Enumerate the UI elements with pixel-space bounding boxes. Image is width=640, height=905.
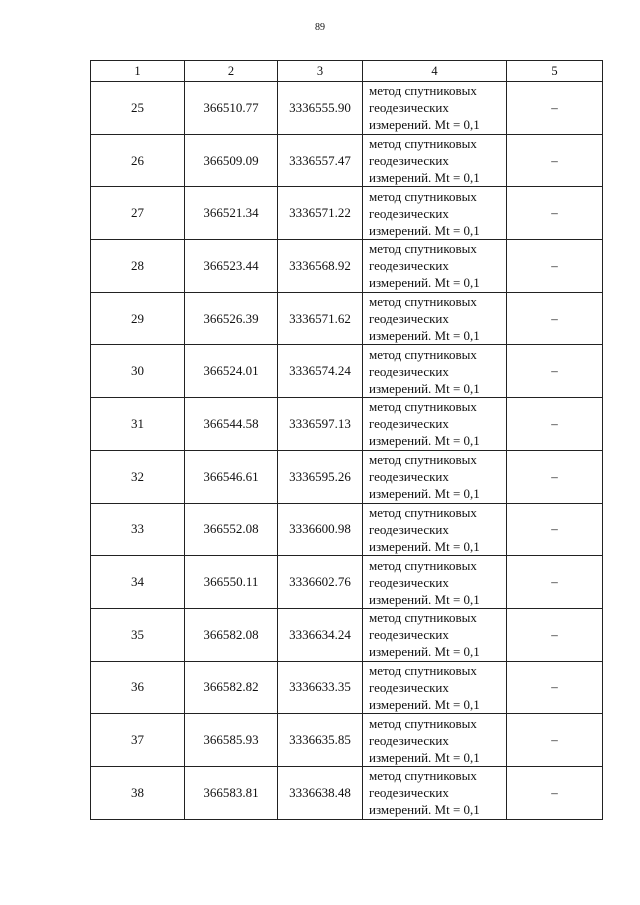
- method-line: измерений. Mt = 0,1: [369, 486, 480, 502]
- x-coordinate-cell: 366524.01: [185, 345, 278, 398]
- method-line: измерений. Mt = 0,1: [369, 222, 480, 238]
- method-line: метод спутниковых: [369, 452, 477, 468]
- point-number-cell: 33: [91, 503, 185, 556]
- method-line: метод спутниковых: [369, 241, 477, 257]
- table-row: [91, 608, 603, 661]
- point-number-cell: 34: [91, 556, 185, 609]
- x-coordinate-cell: 366523.44: [185, 240, 278, 293]
- y-coordinate-cell: 3336557.47: [278, 134, 363, 187]
- method-line: измерений. Mt = 0,1: [369, 275, 480, 291]
- method-cell: [363, 292, 507, 345]
- x-coordinate-cell: 366546.61: [185, 450, 278, 503]
- method-cell: [363, 661, 507, 714]
- method-line: метод спутниковых: [369, 83, 477, 99]
- y-coordinate-cell: 3336574.24: [278, 345, 363, 398]
- y-coordinate-cell: 3336568.92: [278, 240, 363, 293]
- method-cell: [363, 766, 507, 819]
- point-number-cell: 36: [91, 661, 185, 714]
- method-line: метод спутниковых: [369, 557, 477, 573]
- method-line: измерений. Mt = 0,1: [369, 117, 480, 133]
- page-number: 89: [315, 22, 325, 33]
- method-cell: [363, 503, 507, 556]
- method-line: метод спутниковых: [369, 715, 477, 731]
- note-cell: –: [507, 503, 603, 556]
- x-coordinate-cell: 366510.77: [185, 82, 278, 135]
- y-coordinate-cell: 3336595.26: [278, 450, 363, 503]
- note-cell: –: [507, 134, 603, 187]
- method-line: геодезических: [369, 416, 449, 432]
- point-number-cell: 25: [91, 82, 185, 135]
- note-cell: –: [507, 714, 603, 767]
- table-row: [91, 714, 603, 767]
- table-row: [91, 345, 603, 398]
- y-coordinate-cell: 3336571.62: [278, 292, 363, 345]
- method-line: метод спутниковых: [369, 346, 477, 362]
- note-cell: –: [507, 345, 603, 398]
- method-line: геодезических: [369, 311, 449, 327]
- method-line: геодезических: [369, 469, 449, 485]
- note-cell: –: [507, 398, 603, 451]
- y-coordinate-cell: 3336634.24: [278, 608, 363, 661]
- point-number-cell: 29: [91, 292, 185, 345]
- point-number-cell: 26: [91, 134, 185, 187]
- method-line: измерений. Mt = 0,1: [369, 696, 480, 712]
- table-row: [91, 292, 603, 345]
- method-line: измерений. Mt = 0,1: [369, 802, 480, 818]
- method-cell: [363, 187, 507, 240]
- note-cell: –: [507, 608, 603, 661]
- point-number-cell: 27: [91, 187, 185, 240]
- method-line: геодезических: [369, 100, 449, 116]
- point-number-cell: 32: [91, 450, 185, 503]
- method-line: метод спутниковых: [369, 136, 477, 152]
- method-line: геодезических: [369, 732, 449, 748]
- method-line: метод спутниковых: [369, 399, 477, 415]
- y-coordinate-cell: 3336602.76: [278, 556, 363, 609]
- x-coordinate-cell: 366509.09: [185, 134, 278, 187]
- table-row: [91, 240, 603, 293]
- point-number-cell: 31: [91, 398, 185, 451]
- y-coordinate-cell: 3336638.48: [278, 766, 363, 819]
- x-coordinate-cell: 366521.34: [185, 187, 278, 240]
- table-row: [91, 503, 603, 556]
- header-col-2: 2: [185, 61, 278, 82]
- y-coordinate-cell: 3336571.22: [278, 187, 363, 240]
- method-cell: [363, 556, 507, 609]
- header-col-4: 4: [363, 61, 507, 82]
- table-row: [91, 766, 603, 819]
- note-cell: –: [507, 661, 603, 714]
- method-line: геодезических: [369, 785, 449, 801]
- table-row: [91, 187, 603, 240]
- method-line: измерений. Mt = 0,1: [369, 749, 480, 765]
- y-coordinate-cell: 3336555.90: [278, 82, 363, 135]
- method-line: геодезических: [369, 153, 449, 169]
- method-cell: [363, 608, 507, 661]
- method-line: метод спутниковых: [369, 610, 477, 626]
- y-coordinate-cell: 3336597.13: [278, 398, 363, 451]
- table-row: [91, 661, 603, 714]
- method-line: измерений. Mt = 0,1: [369, 328, 480, 344]
- x-coordinate-cell: 366582.08: [185, 608, 278, 661]
- note-cell: –: [507, 240, 603, 293]
- point-number-cell: 28: [91, 240, 185, 293]
- note-cell: –: [507, 556, 603, 609]
- method-line: метод спутниковых: [369, 662, 477, 678]
- table-row: [91, 450, 603, 503]
- table-row: [91, 134, 603, 187]
- method-line: измерений. Mt = 0,1: [369, 170, 480, 186]
- point-number-cell: 35: [91, 608, 185, 661]
- method-line: измерений. Mt = 0,1: [369, 433, 480, 449]
- point-number-cell: 37: [91, 714, 185, 767]
- table-row: [91, 556, 603, 609]
- method-cell: [363, 134, 507, 187]
- method-line: измерений. Mt = 0,1: [369, 591, 480, 607]
- method-cell: [363, 450, 507, 503]
- header-col-1: 1: [91, 61, 185, 82]
- y-coordinate-cell: 3336633.35: [278, 661, 363, 714]
- method-cell: [363, 345, 507, 398]
- table-header: [91, 61, 603, 82]
- y-coordinate-cell: 3336600.98: [278, 503, 363, 556]
- note-cell: –: [507, 82, 603, 135]
- x-coordinate-cell: 366585.93: [185, 714, 278, 767]
- note-cell: –: [507, 766, 603, 819]
- method-line: геодезических: [369, 205, 449, 221]
- method-line: измерений. Mt = 0,1: [369, 380, 480, 396]
- header-col-5: 5: [507, 61, 603, 82]
- method-cell: [363, 240, 507, 293]
- method-line: геодезических: [369, 521, 449, 537]
- x-coordinate-cell: 366526.39: [185, 292, 278, 345]
- method-cell: [363, 714, 507, 767]
- note-cell: –: [507, 450, 603, 503]
- coordinates-table: [90, 60, 603, 820]
- table-row: [91, 398, 603, 451]
- method-line: метод спутниковых: [369, 294, 477, 310]
- note-cell: –: [507, 187, 603, 240]
- method-line: метод спутниковых: [369, 768, 477, 784]
- header-row: [91, 61, 603, 82]
- method-line: геодезических: [369, 363, 449, 379]
- table-body: [91, 82, 603, 820]
- method-cell: [363, 398, 507, 451]
- x-coordinate-cell: 366552.08: [185, 503, 278, 556]
- method-line: измерений. Mt = 0,1: [369, 644, 480, 660]
- x-coordinate-cell: 366583.81: [185, 766, 278, 819]
- note-cell: –: [507, 292, 603, 345]
- method-line: геодезических: [369, 574, 449, 590]
- x-coordinate-cell: 366550.11: [185, 556, 278, 609]
- method-line: геодезических: [369, 258, 449, 274]
- y-coordinate-cell: 3336635.85: [278, 714, 363, 767]
- method-cell: [363, 82, 507, 135]
- point-number-cell: 30: [91, 345, 185, 398]
- method-line: измерений. Mt = 0,1: [369, 538, 480, 554]
- table-row: [91, 82, 603, 135]
- header-col-3: 3: [278, 61, 363, 82]
- x-coordinate-cell: 366582.82: [185, 661, 278, 714]
- method-line: геодезических: [369, 679, 449, 695]
- method-line: геодезических: [369, 627, 449, 643]
- method-line: метод спутниковых: [369, 504, 477, 520]
- method-line: метод спутниковых: [369, 188, 477, 204]
- x-coordinate-cell: 366544.58: [185, 398, 278, 451]
- point-number-cell: 38: [91, 766, 185, 819]
